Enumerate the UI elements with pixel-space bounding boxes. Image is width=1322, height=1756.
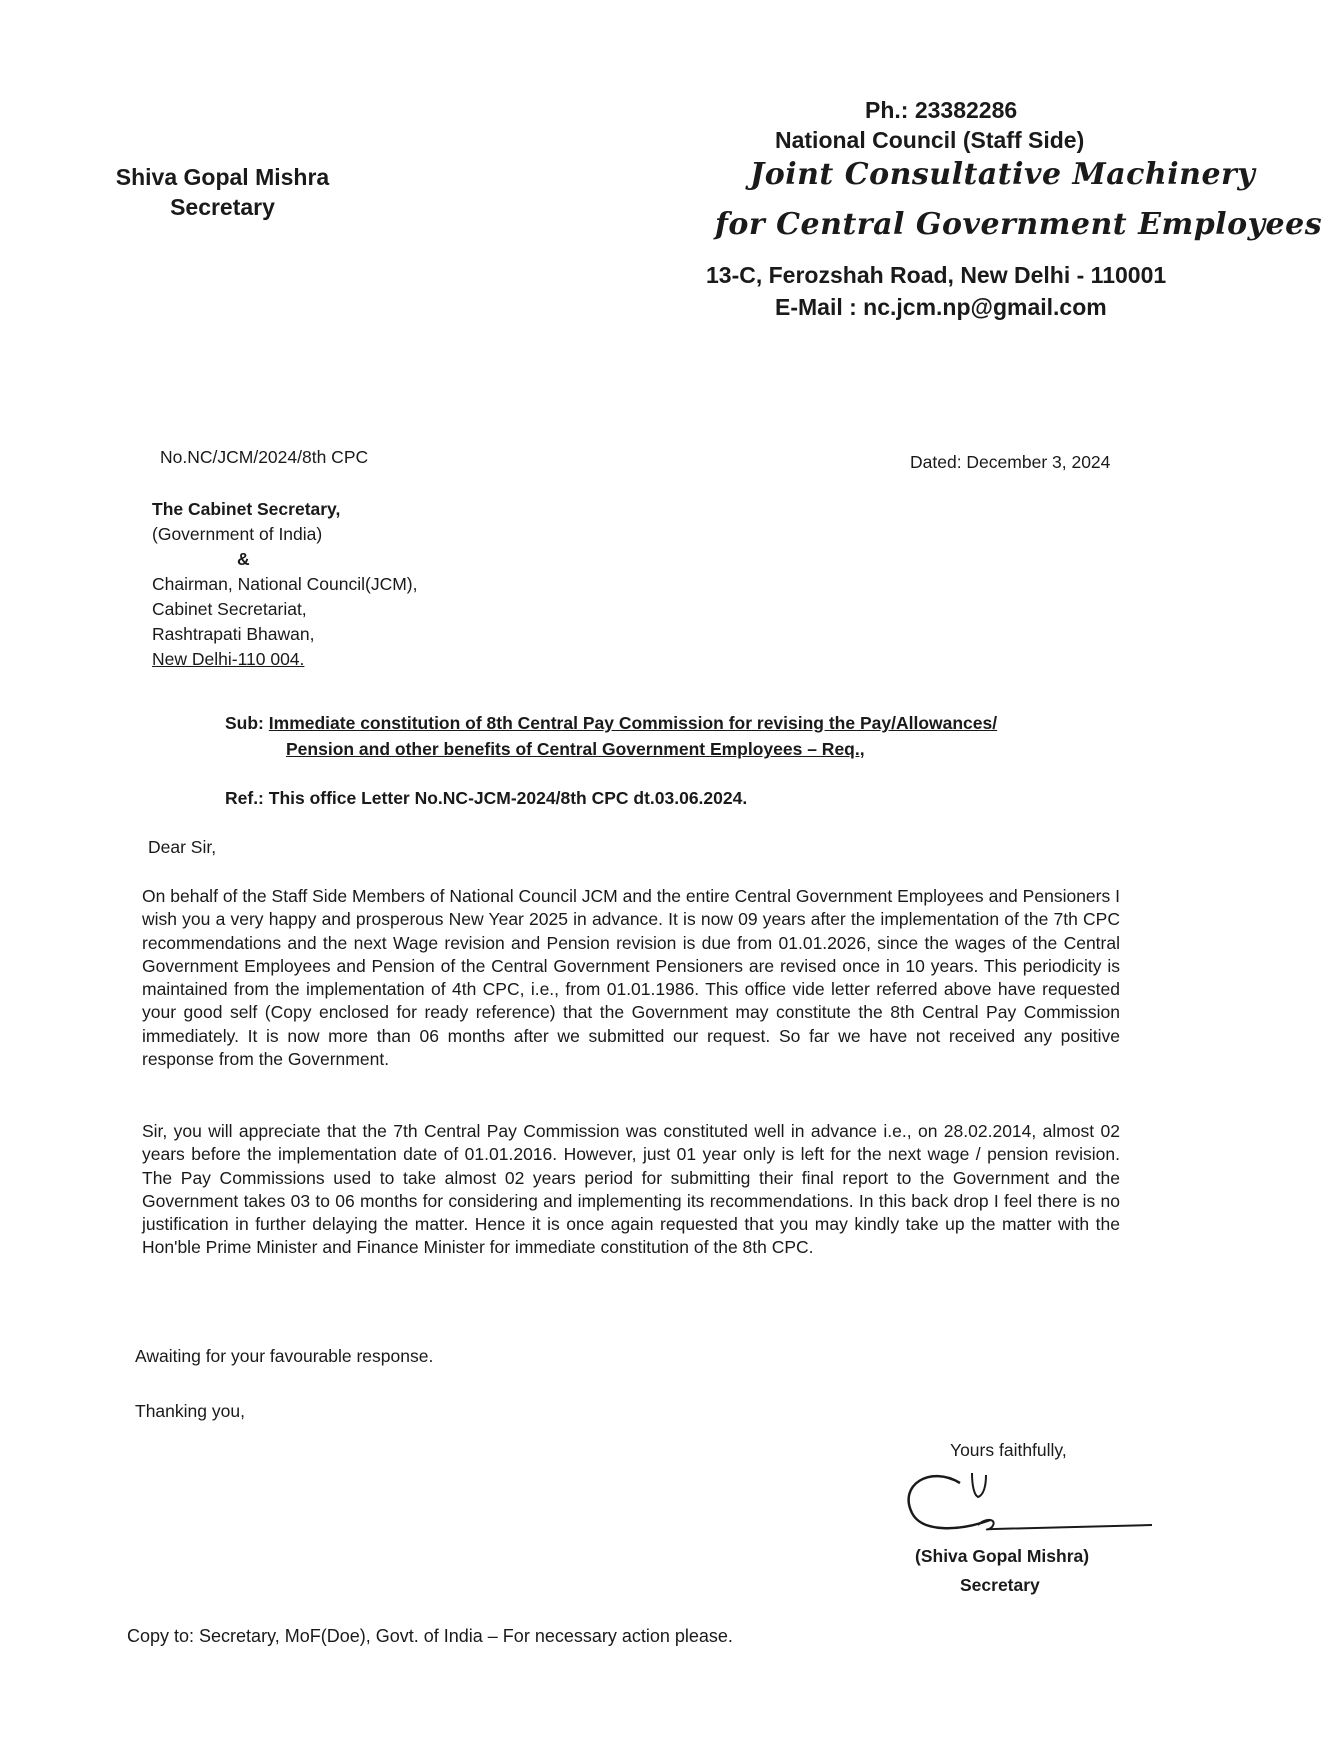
letter-date: Dated: December 3, 2024: [910, 452, 1111, 472]
org-email: E-Mail : nc.jcm.np@gmail.com: [775, 294, 1107, 320]
subject-line1: Immediate constitution of 8th Central Pay Commission for revising the Pay/Allowances/: [268, 713, 998, 733]
signatory-designation: Secretary: [960, 1575, 1040, 1595]
sender-name: Shiva Gopal Mishra: [115, 164, 330, 190]
closing: Yours faithfully,: [950, 1440, 1067, 1460]
org-phone: Ph.: 23382286: [865, 97, 1018, 123]
signatory-name: (Shiva Gopal Mishra): [915, 1546, 1090, 1566]
thanking-line: Thanking you,: [135, 1401, 245, 1421]
reference-number: No.NC/JCM/2024/8th CPC: [160, 447, 369, 467]
org-name: National Council (Staff Side): [775, 127, 1085, 153]
org-script-line1: Joint Consultative Machinery: [750, 157, 1256, 192]
subject-label: Sub:: [225, 713, 264, 733]
addressee-line5: Rashtrapati Bhawan,: [152, 624, 315, 644]
awaiting-line: Awaiting for your favourable response.: [135, 1346, 434, 1366]
addressee-line6: New Delhi-110 004.: [152, 649, 305, 669]
addressee-line2: (Government of India): [152, 524, 323, 544]
addressee-line3: Chairman, National Council(JCM),: [152, 574, 418, 594]
sender-block: [100, 162, 345, 222]
subject-block: [225, 710, 997, 762]
copy-to-line: Copy to: Secretary, MoF(Doe), Govt. of India – For necessary action please.: [127, 1626, 733, 1646]
addressee-line1: The Cabinet Secretary,: [152, 499, 341, 519]
body-paragraph-2: Sir, you will appreciate that the 7th Central Pay Commission was constituted well in advance i.e., on 28.02.2014, almost 02 years before the implementation date of 01.01.2016. However, just 01 year only is left for the next wage / pension revision. The Pay Commissions used to take almost 02 years period for submitting their final report to the Government and the Government takes 03 to 06 months for considering and implementing its recommendations. In this back drop I feel there is no justification in further delaying the matter. Hence it is once again requested that you may kindly take up the matter with the Hon'ble Prime Minister and Finance Minister for immediate constitution of the 8th CPC.: [142, 1121, 1120, 1258]
org-script-line2: for Central Government Employees: [715, 207, 1322, 242]
reference-line: Ref.: This office Letter No.NC-JCM-2024/8th CPC dt.03.06.2024.: [225, 788, 748, 808]
addressee-line4: Cabinet Secretariat,: [152, 599, 307, 619]
salutation: Dear Sir,: [148, 837, 217, 857]
addressee-ampersand: &: [237, 549, 250, 569]
sender-designation: Secretary: [170, 194, 275, 220]
org-address: 13-C, Ferozshah Road, New Delhi - 110001: [706, 262, 1167, 288]
addressee-block: [152, 497, 418, 672]
handwritten-signature: [890, 1465, 1160, 1555]
subject-line2: Pension and other benefits of Central Government Employees – Req.,: [286, 739, 865, 759]
body-paragraph-1: On behalf of the Staff Side Members of National Council JCM and the entire Central Government Employees and Pensioners I wish you a very happy and prosperous New Year 2025 in advance. It is now 09 years after the implementation of the 7th CPC recommendations and the next Wage revision and Pension revision is due from 01.01.2026, since the wages of the Central Government Employees and Pension of the Central Government Pensioners are revised once in 10 years. This periodicity is maintained from the implementation of 4th CPC, i.e., from 01.01.1986. This office vide letter referred above have requested your good self (Copy enclosed for ready reference) that the Government may constitute the 8th Central Pay Commission immediately. It is now more than 06 months after we submitted our request. So far we have not received any positive response from the Government.: [142, 886, 1120, 1070]
